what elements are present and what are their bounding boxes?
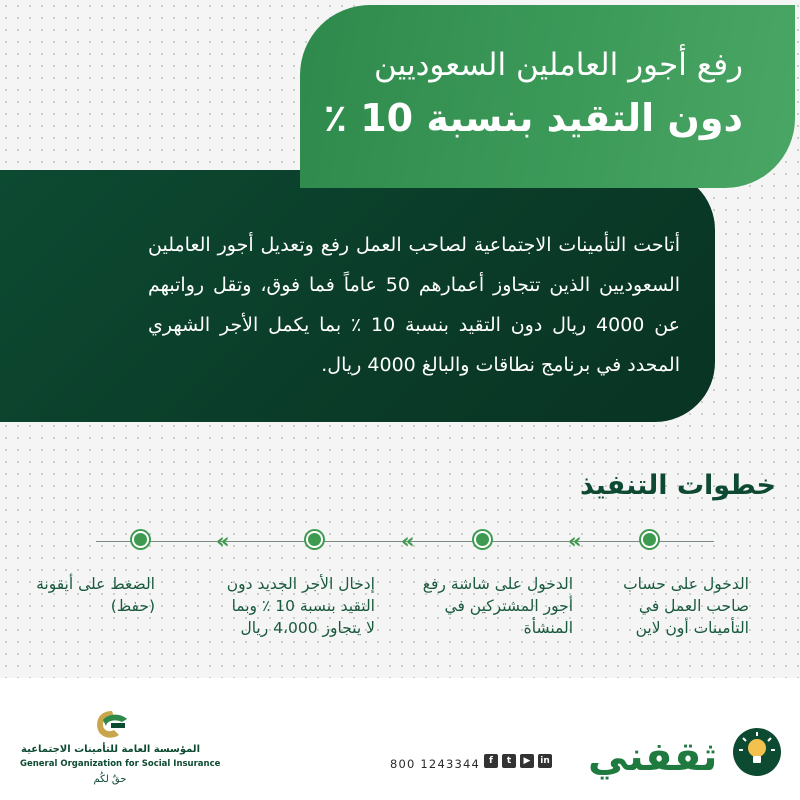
step-text-1: الدخول على حساب صاحب العمل في التأمينات أون لاين [623,575,749,637]
chevron-left-icon: « [568,529,582,553]
twitter-icon[interactable]: t [502,754,516,768]
title-line-1: رفع أجور العاملين السعوديين [374,47,743,83]
org-slogan: حقٌ لكُم [93,774,127,785]
youtube-icon[interactable]: ▶ [520,754,534,768]
org-name-arabic: المؤسسة العامة للتأمينات الاجتماعية [21,744,200,755]
step-text-3: إدخال الأجر الجديد دون التقيد بنسبة 10 ٪ وبما لا يتجاوز 4،000 ريال [226,575,375,637]
info-paragraph: أتاحت التأمينات الاجتماعية لصاحب العمل رفع وتعديل أجور العاملين السعوديين الذين تتجاوز أعمارهم 50 عاماً فما فوق، وتقل رواتبهم عن 4000 ريال دون التقيد بنسبة 10 ٪ بما يكمل الأجر الشهري المحدد في برنامج نطاقات والبالغ 4000 ريال. [148,234,681,376]
chevron-left-icon: « [216,529,230,553]
lightbulb-icon [731,726,783,778]
org-name-english: General Organization for Social Insurance [20,759,221,769]
title-card [300,5,795,188]
step-text-4: الضغط على أيقونة (حفظ) [36,575,155,615]
steps-title: خطوات التنفيذ [580,470,776,501]
step-text-2: الدخول على شاشة رفع أجور المشتركين في المنشأة [422,575,573,637]
chevron-left-icon: « [401,529,415,553]
linkedin-icon[interactable]: in [538,754,552,768]
step-dot-4 [132,531,149,548]
gosi-logo-icon [92,708,132,742]
title-line-2: دون التقيد بنسبة 10 ٪ [323,96,743,140]
brand-logo-text: ثقفني [588,734,718,780]
step-dot-1 [641,531,658,548]
step-dot-3 [306,531,323,548]
social-links [484,754,552,768]
step-dot-2 [474,531,491,548]
phone-number[interactable]: 800 1243344 [390,757,481,771]
facebook-icon[interactable]: f [484,754,498,768]
